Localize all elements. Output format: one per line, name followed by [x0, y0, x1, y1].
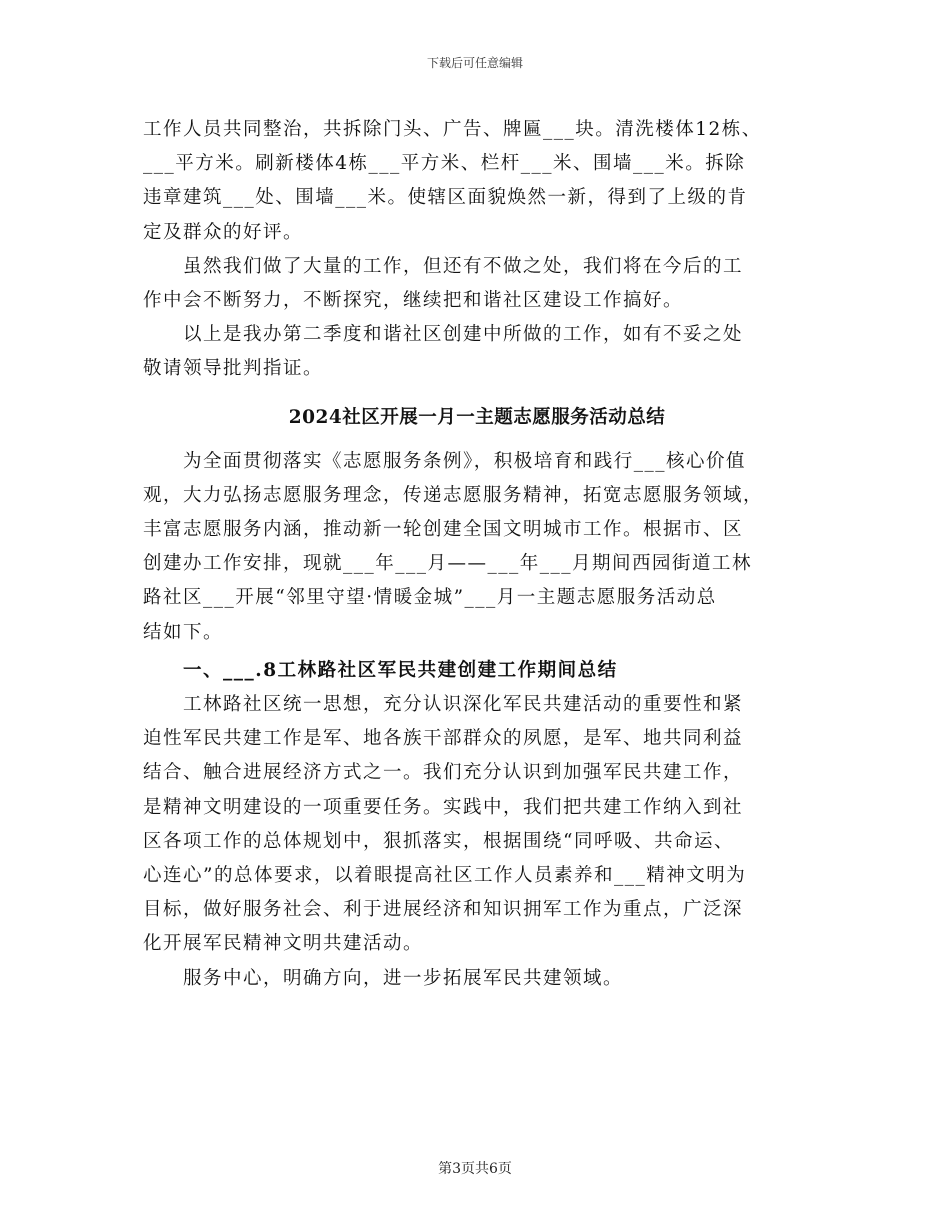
text-line: 创建办工作安排，现就___年___月——___年___月期间西园街道工林 — [143, 553, 753, 575]
text-line: ___平方米。刷新楼体4栋___平方米、栏杆___米、围墙___米。拆除 — [143, 153, 746, 175]
text-line: 服务中心，明确方向，进一步拓展军民共建领域。 — [143, 967, 624, 989]
text-line: 迫性军民共建工作是军、地各族干部群众的夙愿，是军、地共同利益 — [143, 728, 744, 750]
text-line: 化开展军民精神文明共建活动。 — [143, 933, 424, 955]
section-body — [143, 688, 811, 996]
paragraph — [143, 445, 811, 650]
document-body — [143, 113, 811, 996]
article-title: 2024社区开展一月一主题志愿服务活动总结 — [288, 406, 666, 428]
paragraph — [143, 688, 811, 962]
text-line: 区各项工作的总体规划中，狠抓落实，根据围绕“同呼吸、共命运、 — [143, 830, 734, 852]
text-line: 结合、触合进展经济方式之一。我们充分认识到加强军民共建工作， — [143, 762, 744, 784]
text-line: 是精神文明建设的一项重要任务。实践中，我们把共建工作纳入到社 — [143, 796, 744, 818]
text-line: 丰富志愿服务内涵，推动新一轮创建全国文明城市工作。根据市、区 — [143, 519, 744, 541]
text-line: 工作人员共同整治，共拆除门头、广告、牌匾___块。清洗楼体12栋、 — [143, 119, 762, 140]
intro-section — [143, 445, 811, 650]
text-line: 结如下。 — [143, 621, 224, 643]
top-section — [143, 113, 811, 387]
text-line: 虽然我们做了大量的工作，但还有不做之处，我们将在今后的工 — [143, 255, 744, 277]
text-line: 目标，做好服务社会、利于进展经济和知识拥军工作为重点，广泛深 — [143, 899, 744, 921]
text-line: 路社区___开展“邻里守望·情暖金城”___月一主题志愿服务活动总 — [143, 587, 717, 609]
text-line: 心连心”的总体要求，以着眼提高社区工作人员素养和___精神文明为 — [143, 864, 747, 886]
text-line: 作中会不断努力，不断探究，继续把和谐社区建设工作搞好。 — [143, 289, 684, 311]
text-line: 以上是我办第二季度和谐社区创建中所做的工作，如有不妥之处 — [143, 324, 744, 346]
text-line: 定及群众的好评。 — [143, 221, 304, 243]
page-footer: 第3页共6页 — [438, 1161, 512, 1177]
page-header: 下载后可任意编辑 — [426, 56, 523, 70]
paragraph — [143, 113, 811, 250]
paragraph — [143, 250, 811, 318]
section-heading: 一、___.8工林路社区军民共建创建工作期间总结 — [143, 659, 618, 681]
text-line: 观，大力弘扬志愿服务理念，传递志愿服务精神，拓宽志愿服务领域， — [143, 484, 764, 506]
text-line: 敬请领导批判指证。 — [143, 358, 324, 380]
paragraph — [143, 962, 811, 996]
text-line: 违章建筑___处、围墙___米。使辖区面貌焕然一新，得到了上级的肯 — [143, 187, 748, 209]
text-line: 为全面贯彻落实《志愿服务条例》，积极培育和践行___核心价值 — [143, 450, 747, 472]
text-line: 工林路社区统一思想，充分认识深化军民共建活动的重要性和紧 — [143, 694, 744, 716]
paragraph — [143, 318, 811, 386]
